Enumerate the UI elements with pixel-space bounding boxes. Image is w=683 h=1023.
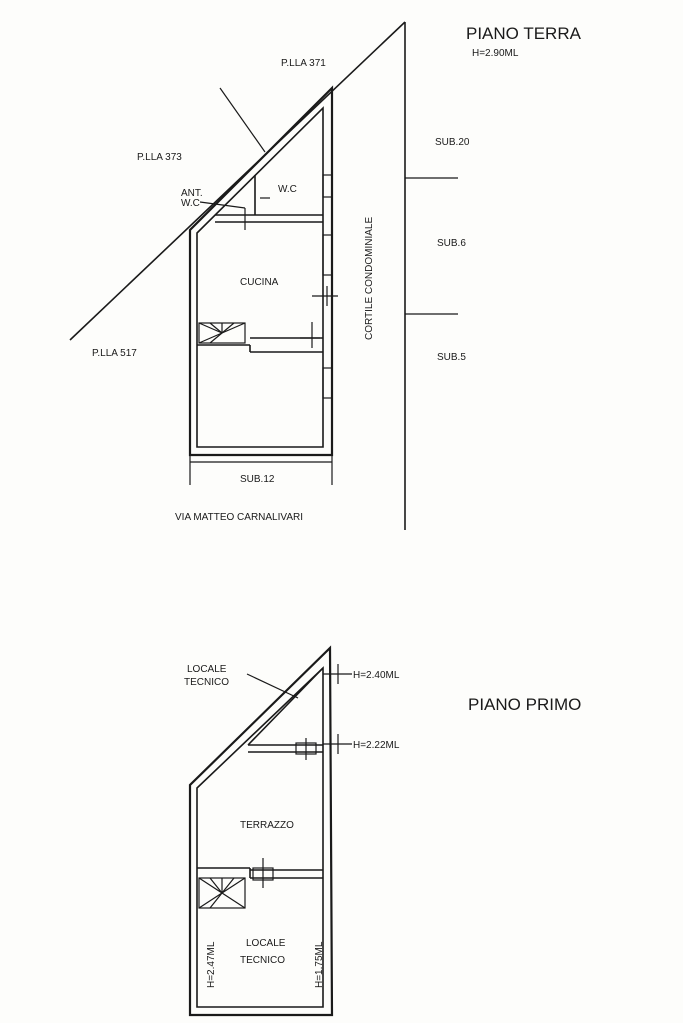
plla-373-label: P.LLA 373 bbox=[137, 152, 182, 163]
ground-floor-height: H=2.90ML bbox=[472, 48, 519, 59]
terrazzo-label: TERRAZZO bbox=[240, 820, 294, 831]
ground-floor-windows bbox=[312, 175, 338, 398]
wc-label: W.C bbox=[278, 184, 297, 195]
ant-wc-label-1: ANT. bbox=[181, 188, 203, 199]
first-floor-stairs bbox=[199, 878, 245, 908]
plla-517-label: P.LLA 517 bbox=[92, 348, 137, 359]
ground-floor-plan bbox=[70, 22, 582, 530]
locale-tecnico-top-label-2: TECNICO bbox=[184, 677, 229, 688]
locale-tecnico-bottom-label-1: LOCALE bbox=[246, 938, 286, 949]
ground-floor-title: PIANO TERRA bbox=[466, 24, 581, 43]
cortile-label: CORTILE CONDOMINIALE bbox=[364, 216, 375, 340]
h-240-label: H=2.40ML bbox=[353, 670, 400, 681]
sub-5-label: SUB.5 bbox=[437, 352, 466, 363]
sub-6-label: SUB.6 bbox=[437, 238, 466, 249]
h-175-label: H=1.75ML bbox=[314, 941, 325, 988]
sub-12-label: SUB.12 bbox=[240, 474, 275, 485]
plla-371-label: P.LLA 371 bbox=[281, 58, 326, 69]
street-label: VIA MATTEO CARNALIVARI bbox=[175, 512, 303, 523]
h-247-label: H=2.47ML bbox=[206, 941, 217, 988]
locale-tecnico-top-label-1: LOCALE bbox=[187, 664, 227, 675]
plla-371-leader bbox=[220, 88, 265, 152]
ground-floor-outer-wall bbox=[190, 88, 332, 455]
ground-floor-stairs bbox=[199, 323, 245, 343]
sub-20-label: SUB.20 bbox=[435, 137, 470, 148]
cucina-label: CUCINA bbox=[240, 277, 279, 288]
first-floor-title: PIANO PRIMO bbox=[468, 695, 582, 714]
first-floor-plan bbox=[184, 648, 581, 1015]
locale-tecnico-bottom-label-2: TECNICO bbox=[240, 955, 285, 966]
ant-wc-label-2: W.C bbox=[181, 198, 200, 209]
h-222-label: H=2.22ML bbox=[353, 740, 400, 751]
